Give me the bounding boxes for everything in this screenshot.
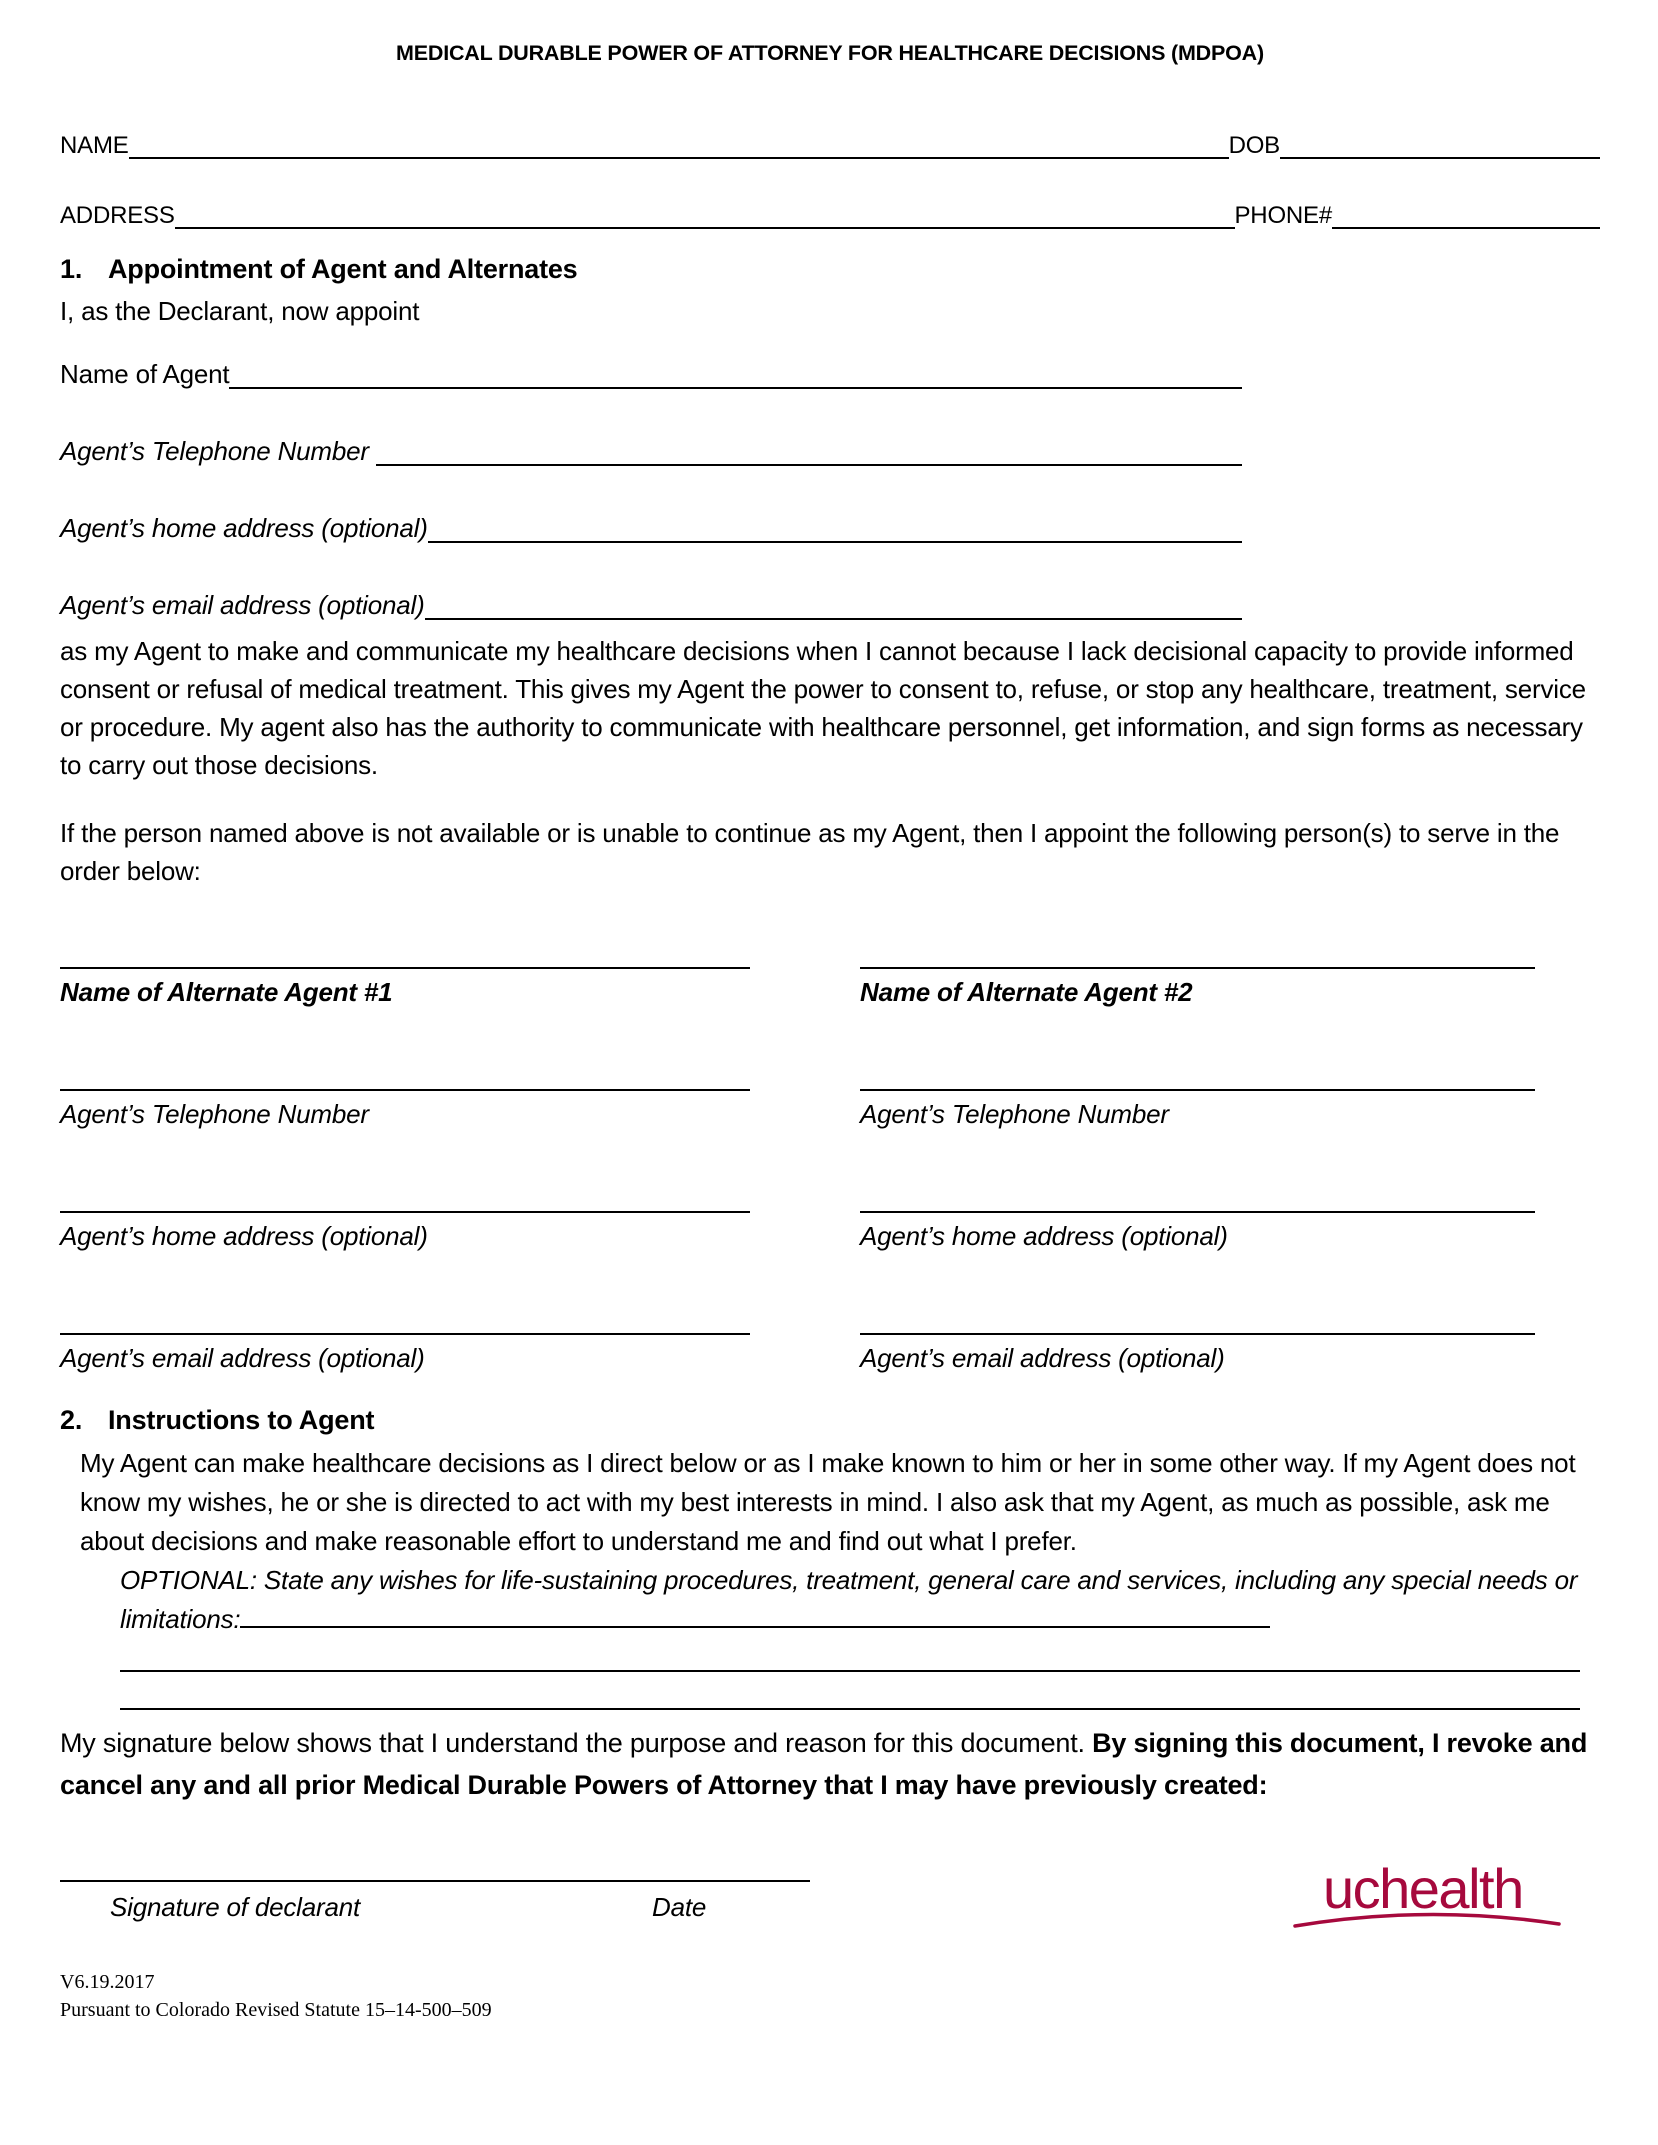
address-label: ADDRESS bbox=[60, 202, 175, 229]
wishes-input-line-3 bbox=[120, 1708, 1580, 1710]
name-label: NAME bbox=[60, 132, 129, 159]
alt1-name-label: Name of Alternate Agent #1 bbox=[60, 977, 393, 1007]
agent-powers-paragraph: as my Agent to make and communicate my healthcare decisions when I cannot because I lack decisional capacity to provide informed consent or refusal of medical treatment. This gives my Agent the power to consent to, refuse, or stop any healthcare, treatment, service or procedure. My agent also has the authority to communicate with healthcare personnel, get information, and sign forms as necessary to carry out those decisions. bbox=[60, 636, 1586, 780]
agent-email-label: Agent’s email address (optional) bbox=[60, 590, 425, 620]
agent-name-input-line bbox=[229, 387, 1242, 389]
alt2-phone-cell bbox=[860, 1089, 1535, 1131]
footer bbox=[60, 1968, 1600, 2024]
agent-home-address-label: Agent’s home address (optional) bbox=[60, 513, 428, 543]
alt1-phone-input-line bbox=[60, 1089, 750, 1091]
dob-label: DOB bbox=[1228, 132, 1280, 159]
agent-email-row bbox=[60, 584, 1242, 620]
alt1-name-cell bbox=[60, 967, 750, 1009]
section1-number: 1. bbox=[60, 254, 83, 284]
wishes-input-line-1 bbox=[240, 1626, 1270, 1628]
agent-name-label: Name of Agent bbox=[60, 359, 230, 389]
section2-number: 2. bbox=[60, 1405, 83, 1435]
alt1-email-label: Agent’s email address (optional) bbox=[60, 1343, 425, 1373]
alternates-intro-paragraph: If the person named above is not available or is unable to continue as my Agent, then I appoint the following person(s) to serve in the order below: bbox=[60, 818, 1560, 886]
document-title: MEDICAL DURABLE POWER OF ATTORNEY FOR HEALTHCARE DECISIONS (MDPOA) bbox=[396, 41, 1264, 65]
alt2-name-label: Name of Alternate Agent #2 bbox=[860, 977, 1193, 1007]
alt1-home-input-line bbox=[60, 1211, 750, 1213]
agent-email-input-line bbox=[425, 618, 1242, 620]
signature-of-declarant-label: Signature of declarant bbox=[110, 1892, 360, 1922]
address-phone-row bbox=[60, 199, 1600, 229]
phone-input-line bbox=[1332, 227, 1600, 229]
agent-phone-row bbox=[60, 430, 1242, 466]
section1-heading bbox=[60, 252, 1600, 286]
alternate-agents-grid bbox=[60, 967, 1600, 1375]
alt2-home-cell bbox=[860, 1211, 1535, 1253]
section2-title: Instructions to Agent bbox=[108, 1405, 375, 1435]
date-label: Date bbox=[652, 1892, 707, 1922]
agent-phone-label: Agent’s Telephone Number bbox=[60, 436, 376, 466]
alt1-home-label: Agent’s home address (optional) bbox=[60, 1221, 428, 1251]
statute-text: Pursuant to Colorado Revised Statute 15–14-500–509 bbox=[60, 1999, 492, 2021]
name-dob-row bbox=[60, 129, 1600, 159]
alt2-home-label: Agent’s home address (optional) bbox=[860, 1221, 1228, 1251]
optional-wishes-paragraph bbox=[60, 1561, 1600, 1639]
phone-label: PHONE# bbox=[1234, 202, 1332, 229]
section2-heading bbox=[60, 1403, 1600, 1437]
uchealth-logo-text: uchealth bbox=[1323, 1857, 1523, 1920]
alt2-name-cell bbox=[860, 967, 1535, 1009]
alt2-email-input-line bbox=[860, 1333, 1535, 1335]
address-input-line bbox=[175, 227, 1235, 229]
agent-name-row bbox=[60, 353, 1242, 389]
alt2-name-input-line bbox=[860, 967, 1535, 969]
signature-statement-normal: My signature below shows that I understand the purpose and reason for this document. bbox=[60, 1728, 1093, 1758]
agent-phone-input-line bbox=[376, 464, 1242, 466]
alt2-home-input-line bbox=[860, 1211, 1535, 1213]
signature-statement-bold: By signing this document, I revoke and cancel any and all prior Medical Durable Powers of Attorney that I may have previously created: bbox=[60, 1728, 1588, 1800]
declarant-intro: I, as the Declarant, now appoint bbox=[60, 296, 420, 326]
version-text: V6.19.2017 bbox=[60, 1971, 155, 1993]
name-input-line bbox=[129, 157, 1229, 159]
declarant-signature-line bbox=[60, 1880, 810, 1882]
alt2-phone-label: Agent’s Telephone Number bbox=[860, 1099, 1169, 1129]
alt2-email-cell bbox=[860, 1333, 1535, 1375]
agent-home-address-input-line bbox=[428, 541, 1242, 543]
instructions-paragraph: My Agent can make healthcare decisions as I direct below or as I make known to him or her in some other way. If my Agent does not know my wishes, he or she is directed to act with my best interests in mind. I also ask that my Agent, as much as possible, ask me about decisions and make reasonable effort to understand me and find out what I prefer. bbox=[80, 1448, 1576, 1556]
alt2-email-label: Agent’s email address (optional) bbox=[860, 1343, 1225, 1373]
signature-statement bbox=[60, 1722, 1600, 1806]
alt1-name-input-line bbox=[60, 967, 750, 969]
uchealth-logo bbox=[1291, 1848, 1563, 1940]
alt2-phone-input-line bbox=[860, 1089, 1535, 1091]
agent-home-address-row bbox=[60, 507, 1242, 543]
optional-wishes-text: OPTIONAL: State any wishes for life-sustaining procedures, treatment, general care and services, including any special needs or limitations: bbox=[120, 1565, 1578, 1634]
section1-title: Appointment of Agent and Alternates bbox=[108, 254, 578, 284]
alt1-phone-cell bbox=[60, 1089, 750, 1131]
alt1-email-input-line bbox=[60, 1333, 750, 1335]
alt1-home-cell bbox=[60, 1211, 750, 1253]
alt1-email-cell bbox=[60, 1333, 750, 1375]
alt1-phone-label: Agent’s Telephone Number bbox=[60, 1099, 369, 1129]
dob-input-line bbox=[1280, 157, 1600, 159]
wishes-input-line-2 bbox=[120, 1670, 1580, 1672]
